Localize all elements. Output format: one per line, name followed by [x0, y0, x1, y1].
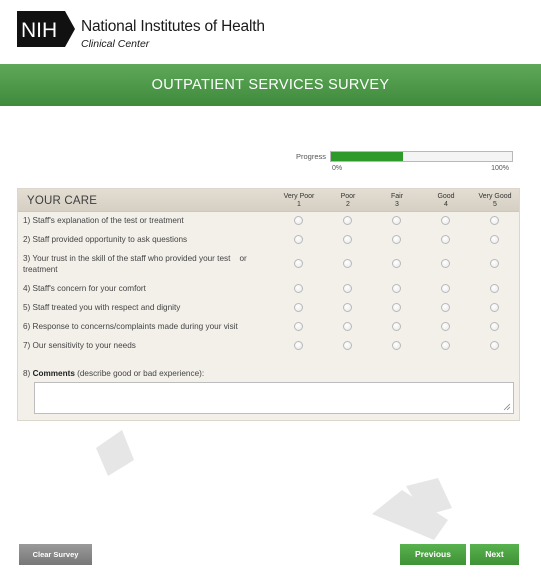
rating-radio-5[interactable]	[490, 303, 499, 312]
scale-header-very-poor: Very Poor 1	[283, 193, 315, 208]
rating-radio-1[interactable]	[294, 259, 303, 268]
scale-header-fair: Fair 3	[390, 193, 404, 208]
survey-section	[17, 188, 520, 421]
question-text: 1) Staff's explanation of the test or treatment	[23, 216, 184, 225]
rating-radio-4[interactable]	[441, 322, 450, 331]
rating-radio-4[interactable]	[441, 216, 450, 225]
progress-fill	[331, 152, 403, 161]
next-button[interactable]: Next	[470, 544, 519, 565]
rating-radio-2[interactable]	[343, 284, 352, 293]
rating-radio-1[interactable]	[294, 322, 303, 331]
question-text: 2) Staff provided opportunity to ask questions	[23, 235, 188, 244]
org-name: National Institutes of Health	[81, 18, 265, 35]
question-text: 7) Our sensitivity to your needs	[23, 341, 136, 350]
progress-max-label: 100%	[491, 165, 509, 172]
scale-header-good: Good 4	[437, 193, 455, 208]
rating-radio-4[interactable]	[441, 341, 450, 350]
rating-radio-2[interactable]	[343, 322, 352, 331]
comments-textarea[interactable]	[34, 382, 514, 414]
progress-bar	[330, 151, 513, 162]
question-text: 6) Response to concerns/complaints made during your visit	[23, 322, 238, 331]
previous-button[interactable]: Previous	[400, 544, 466, 565]
rating-radio-3[interactable]	[392, 303, 401, 312]
rating-radio-1[interactable]	[294, 341, 303, 350]
rating-radio-1[interactable]	[294, 235, 303, 244]
rating-radio-5[interactable]	[490, 284, 499, 293]
question-text: 3) Your trust in the skill of the staff who provided your test or treatment	[23, 254, 247, 274]
svg-text:NIH: NIH	[21, 19, 58, 42]
site-header	[0, 0, 541, 64]
rating-radio-2[interactable]	[343, 216, 352, 225]
clear-survey-button[interactable]: Clear Survey	[19, 544, 92, 565]
rating-radio-5[interactable]	[490, 341, 499, 350]
rating-radio-3[interactable]	[392, 284, 401, 293]
resize-grip-icon[interactable]	[503, 403, 511, 411]
rating-radio-3[interactable]	[392, 235, 401, 244]
rating-radio-3[interactable]	[392, 341, 401, 350]
rating-radio-5[interactable]	[490, 216, 499, 225]
rating-radio-2[interactable]	[343, 235, 352, 244]
progress-min-label: 0%	[332, 165, 343, 172]
rating-radio-2[interactable]	[343, 259, 352, 268]
rating-radio-3[interactable]	[392, 259, 401, 268]
comments-label: 8) Comments (describe good or bad experience):	[23, 369, 205, 378]
scale-header-poor: Poor 2	[340, 193, 356, 208]
rating-radio-3[interactable]	[392, 216, 401, 225]
section-title: YOUR CARE	[27, 195, 98, 207]
rating-radio-5[interactable]	[490, 322, 499, 331]
rating-radio-4[interactable]	[441, 235, 450, 244]
scale-header-very-good: Very Good 5	[478, 193, 512, 208]
rating-radio-2[interactable]	[343, 303, 352, 312]
progress-label: Progress	[296, 152, 327, 161]
question-text: 4) Staff's concern for your comfort	[23, 284, 146, 293]
rating-radio-1[interactable]	[294, 284, 303, 293]
rating-radio-4[interactable]	[441, 303, 450, 312]
nih-logo[interactable]	[17, 11, 75, 47]
rating-radio-5[interactable]	[490, 259, 499, 268]
org-subtitle: Clinical Center	[81, 38, 150, 50]
rating-radio-3[interactable]	[392, 322, 401, 331]
question-text: 5) Staff treated you with respect and dignity	[23, 303, 181, 312]
rating-radio-5[interactable]	[490, 235, 499, 244]
survey-banner	[0, 64, 541, 106]
rating-radio-2[interactable]	[343, 341, 352, 350]
section-header	[18, 189, 519, 212]
rating-radio-4[interactable]	[441, 259, 450, 268]
rating-radio-1[interactable]	[294, 303, 303, 312]
page-title: OUTPATIENT SERVICES SURVEY	[151, 77, 390, 93]
rating-radio-1[interactable]	[294, 216, 303, 225]
rating-radio-4[interactable]	[441, 284, 450, 293]
